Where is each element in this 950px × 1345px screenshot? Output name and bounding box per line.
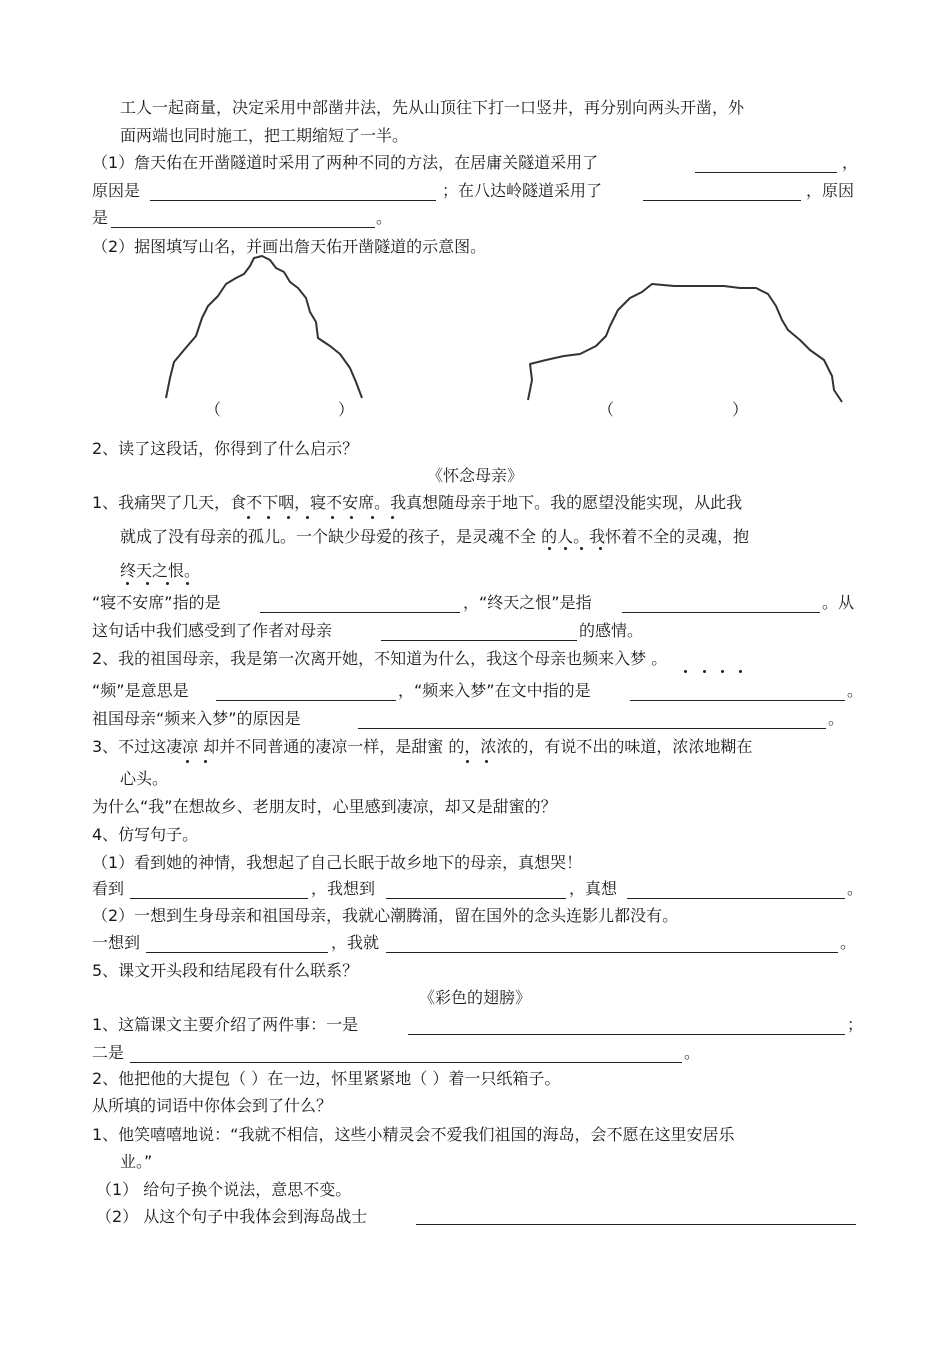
mother-fill4-end: 。	[828, 709, 845, 728]
emphasis-dot	[204, 760, 207, 763]
wings-q1-label-2: 二是	[92, 1043, 125, 1062]
q1-1-text: （1）詹天佑在开凿隧道时采用了两种不同的方法，在居庸关隧道采用了	[92, 153, 599, 172]
emphasis-dot	[306, 516, 309, 519]
wings-title: 《彩色的翅膀》	[418, 988, 531, 1007]
mother-fill2-end: 的感情。	[579, 621, 644, 640]
answer-blank-feeling[interactable]	[381, 640, 577, 641]
emphasis-dot	[166, 582, 169, 585]
answer-blank-yixiangdao[interactable]	[146, 952, 328, 953]
answer-blank-pinlairumeng-meaning[interactable]	[630, 700, 845, 701]
emphasis-dot	[267, 516, 270, 519]
mother-fill3-end: 。	[847, 681, 864, 700]
emphasis-dot	[247, 516, 250, 519]
wings-q1-semicolon: ；	[847, 1015, 864, 1034]
mother-q4-2: （2）一想到生身母亲和祖国母亲，我就心潮腾涌，留在国外的念头连影儿都没有。	[92, 906, 679, 925]
mother-fill5-end: 。	[847, 879, 864, 898]
q2-text: 2、读了这段话，你得到了什么启示？	[92, 439, 359, 458]
mother-p3-line1: 3、不过这凄凉 却并不同普通的凄凉一样，是甜蜜 的，浓浓的，有说不出的味道，浓浓地糊在	[92, 737, 753, 756]
mother-fill1-label-2: ，“终天之恨”是指	[463, 593, 592, 612]
emphasis-dot	[564, 547, 567, 550]
wings-q3-line2: 业。”	[120, 1152, 153, 1171]
mother-q3: 为什么“我”在想故乡、老朋友时，心里感到凄凉，却又是甜蜜的？	[92, 797, 557, 816]
emphasis-dot	[703, 670, 706, 673]
mother-fill1-end: 。从	[822, 593, 855, 612]
emphasis-dot	[739, 670, 742, 673]
mother-fill5-label-2: ，我想到	[311, 879, 376, 898]
mother-p2: 2、我的祖国母亲，我是第一次离开她，不知道为什么，我这个母亲也频来入梦 。	[92, 649, 668, 668]
emphasis-dot	[371, 516, 374, 519]
answer-blank-wojiu[interactable]	[386, 952, 838, 953]
answer-blank-kandao[interactable]	[130, 898, 308, 899]
emphasis-dot	[350, 516, 353, 519]
wings-q3-sub2: （2） 从这个句子中我体会到海岛战士	[96, 1207, 368, 1226]
emphasis-dot	[126, 582, 129, 585]
emphasis-dot	[287, 516, 290, 519]
answer-blank-event-two[interactable]	[130, 1062, 682, 1063]
q1-2-text: （2）据图填写山名，并画出詹天佑开凿隧道的示意图。	[92, 237, 487, 256]
emphasis-dot	[599, 547, 602, 550]
mother-q4-1: （1）看到她的神情，我想起了自己长眠于故乡地下的母亲，真想哭！	[92, 853, 583, 872]
mother-title: 《怀念母亲》	[426, 466, 523, 485]
answer-blank-badaling-reason[interactable]	[111, 227, 375, 228]
q1-period: 。	[376, 208, 393, 227]
mother-fill6-end: 。	[840, 933, 857, 952]
wings-q3-line1: 1、他笑嘻嘻地说：“我就不相信，这些小精灵会不爱我们祖国的海岛，会不愿在这里安居乐	[92, 1125, 735, 1144]
q1-reason-label: 原因是	[92, 181, 141, 200]
mother-p3-line2: 心头。	[120, 769, 169, 788]
answer-blank-badaling-method[interactable]	[643, 200, 801, 201]
mother-fill5-label: 看到	[92, 879, 125, 898]
answer-blank-event-one[interactable]	[408, 1034, 845, 1035]
mother-p1-line2: 就成了没有母亲的孤儿。一个缺少母爱的孩子，是灵魂不全 的人。我怀着不全的灵魂，抱	[120, 527, 750, 546]
answer-blank-juyongguan-method[interactable]	[695, 172, 837, 173]
answer-blank-zhenxiang[interactable]	[627, 898, 845, 899]
mother-fill6-label-2: ，我就	[331, 933, 380, 952]
emphasis-dot	[548, 547, 551, 550]
wings-q1-period: 。	[684, 1043, 701, 1062]
intro-line-2: 面两端也同时施工，把工期缩短了一半。	[120, 126, 409, 145]
paren-left-open: （	[205, 400, 222, 419]
answer-blank-zhongtianzhihen[interactable]	[622, 612, 820, 613]
emphasis-dot	[186, 760, 189, 763]
wings-q2-follow: 从所填的词语中你体会到了什么？	[92, 1096, 333, 1115]
emphasis-dot	[331, 516, 334, 519]
emphasis-dot	[485, 760, 488, 763]
mother-fill3-label: “频”是意思是	[92, 681, 189, 700]
paren-left-close: ）	[338, 400, 355, 419]
emphasis-dot	[466, 760, 469, 763]
mother-p1-line1: 1、我痛哭了几天，食不下咽，寝不安席。我真想随母亲于地下。我的愿望没能实现，从此我	[92, 493, 743, 512]
emphasis-dot	[580, 547, 583, 550]
answer-blank-pin-meaning[interactable]	[216, 700, 396, 701]
emphasis-dot	[721, 670, 724, 673]
mother-fill4-label: 祖国母亲“频来入梦”的原因是	[92, 709, 301, 728]
emphasis-dot	[391, 516, 394, 519]
mountain-sketch-right	[520, 280, 850, 410]
q1-1-comma: ，	[842, 153, 859, 172]
mother-q5: 5、课文开头段和结尾段有什么联系？	[92, 961, 359, 980]
mother-q4: 4、仿写句子。	[92, 825, 199, 844]
q1-badaling-label: ；在八达岭隧道采用了	[442, 181, 603, 200]
mother-p1-line3: 终天之恨。	[120, 561, 201, 580]
mother-fill1-label: “寝不安席”指的是	[92, 593, 221, 612]
mother-fill6-label: 一想到	[92, 933, 141, 952]
answer-blank-juyongguan-reason[interactable]	[150, 200, 436, 201]
answer-blank-qinbuanxi[interactable]	[260, 612, 460, 613]
paren-right-close: ）	[732, 400, 749, 419]
wings-q1-label: 1、这篇课文主要介绍了两件事：一是	[92, 1015, 359, 1034]
answer-blank-woxiangdao[interactable]	[386, 898, 566, 899]
q1-reason-label-2: ，原因	[806, 181, 855, 200]
paren-right-open: （	[598, 400, 615, 419]
answer-blank-soldiers[interactable]	[416, 1224, 856, 1225]
mother-fill5-label-3: ，真想	[569, 879, 618, 898]
mountain-sketch-left	[160, 250, 370, 410]
intro-line-1: 工人一起商量，决定采用中部凿井法，先从山顶往下打一口竖井，再分别向两头开凿，外	[120, 98, 745, 117]
wings-q3-sub1: （1） 给句子换个说法，意思不变。	[96, 1180, 352, 1199]
emphasis-dot	[684, 670, 687, 673]
mother-fill3-label-2: ，“频来入梦”在文中指的是	[398, 681, 591, 700]
wings-q2: 2、他把他的大提包（ ）在一边，怀里紧紧地（ ）着一只纸箱子。	[92, 1069, 561, 1088]
mother-fill2-label: 这句话中我们感受到了作者对母亲	[92, 621, 333, 640]
q1-is-label: 是	[92, 208, 109, 227]
emphasis-dot	[146, 582, 149, 585]
emphasis-dot	[186, 582, 189, 585]
answer-blank-reason[interactable]	[358, 728, 826, 729]
